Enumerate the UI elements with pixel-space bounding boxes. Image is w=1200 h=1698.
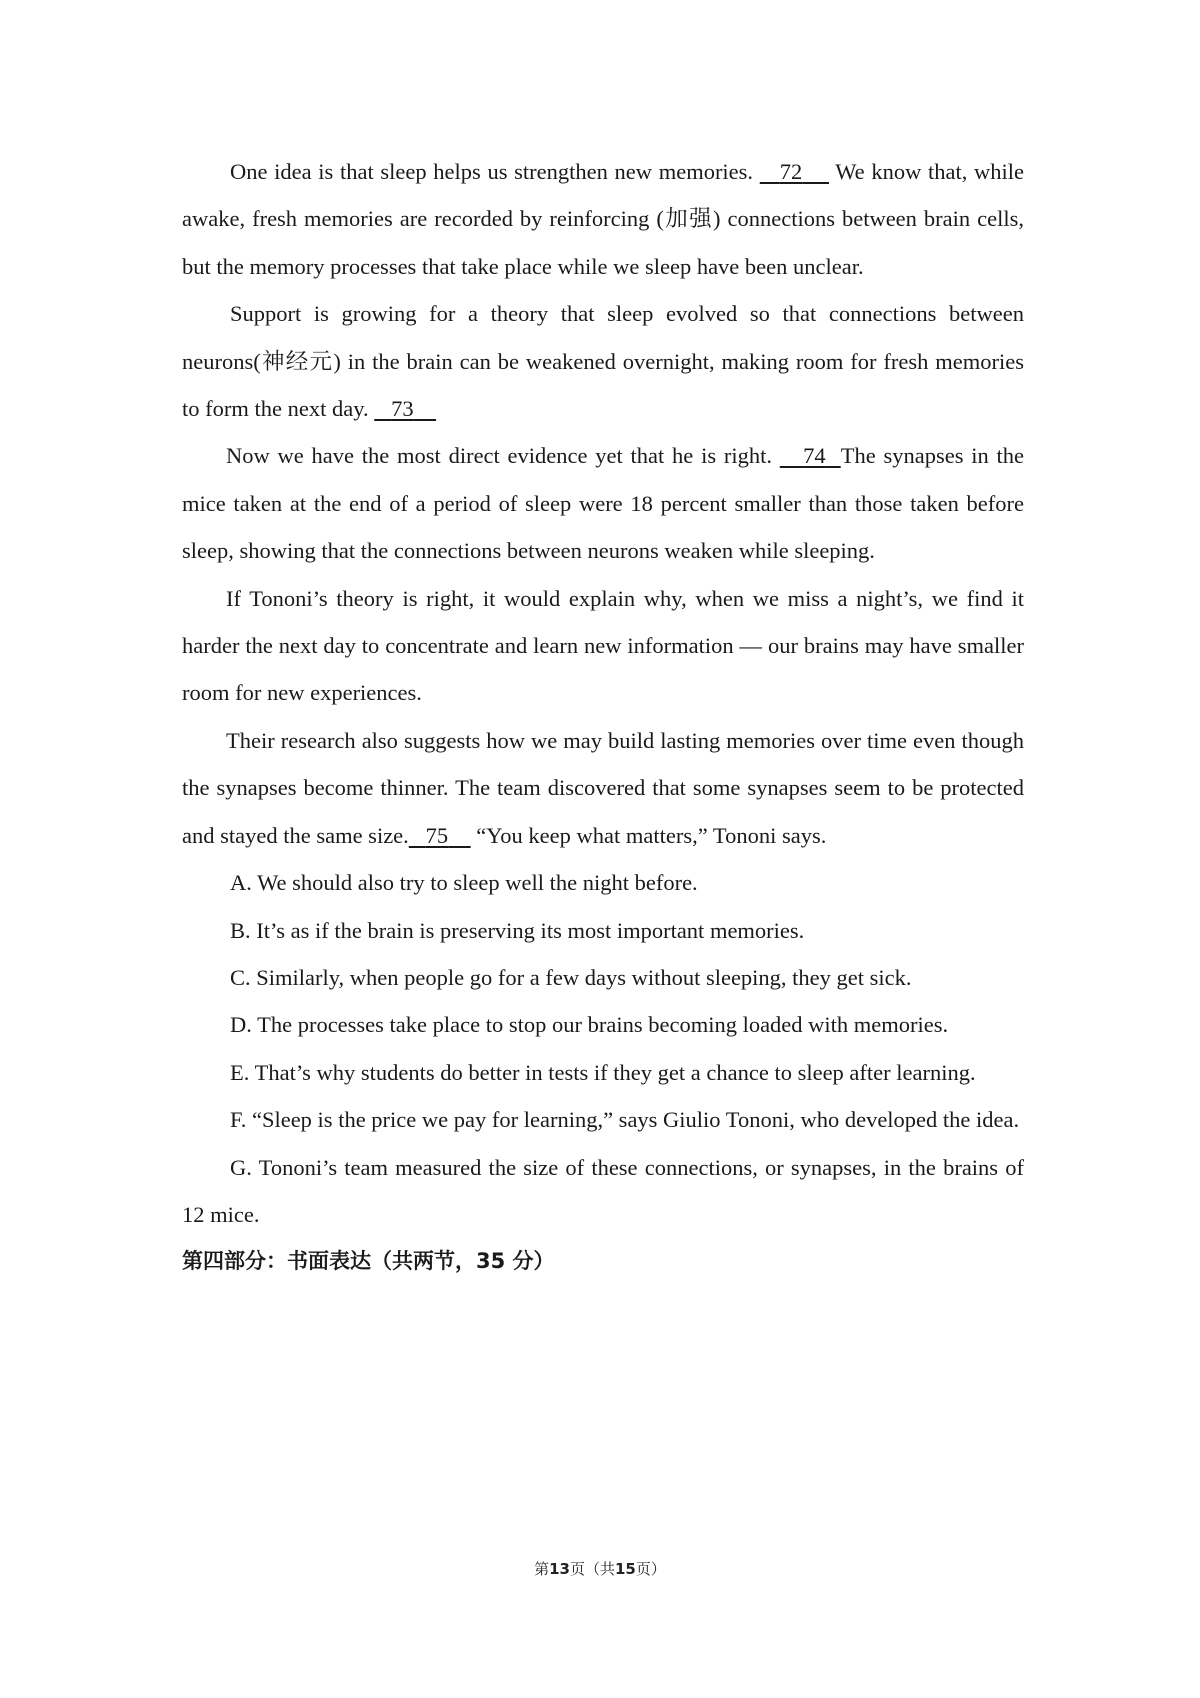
blank-74: 74: [803, 443, 826, 469]
answer-options: [182, 859, 1024, 1238]
passage-paragraph-3: [182, 432, 1024, 574]
document-page: [182, 148, 1024, 1286]
page-footer: [0, 1558, 1200, 1579]
footer-suffix: 页）: [635, 1560, 666, 1578]
option-c: C. Similarly, when people go for a few days without sleeping, they get sick.: [230, 964, 912, 990]
footer-page-number: 13: [549, 1560, 570, 1578]
paragraph-text: “You keep what matters,” Tononi says.: [470, 822, 827, 848]
option-e: E. That’s why students do better in tests if they get a chance to sleep after learning.: [230, 1059, 976, 1085]
paragraph-text: Support is growing for a theory that sleep evolved so that connections between neurons(神经元) in the brain can be weakened overnight, making room for fresh memories to form the next day.: [182, 301, 1024, 422]
blank-72: 72: [779, 159, 803, 184]
section-heading: 第四部分：书面表达（共两节，35 分）: [182, 1249, 555, 1274]
paragraph-text: We know that, while awake, fresh memories are recorded by reinforcing (加强) connections between brain cells, but the memory processes that take place while we sleep have been unclear.: [182, 159, 1025, 279]
paragraph-text: Their research also suggests how we may build lasting memories over time even though the synapses become thinner. The team discovered that some synapses seem to be protected and stayed the same size.: [182, 727, 1024, 848]
blank-75: 75: [425, 822, 449, 848]
footer-total-pages: 15: [615, 1560, 636, 1578]
footer-prefix: 第: [534, 1560, 550, 1578]
paragraph-text: Now we have the most direct evidence yet that he is right.: [226, 443, 780, 469]
option-d: D. The processes take place to stop our brains becoming loaded with memories.: [230, 1012, 949, 1038]
passage-paragraph-4: [182, 575, 1024, 717]
blank-73: 73: [391, 396, 414, 422]
paragraph-text: One idea is that sleep helps us strengthen new memories.: [230, 159, 760, 184]
passage-paragraph-1: [182, 148, 1024, 290]
paragraph-text: The synapses in the mice taken at the end of a period of sleep were 18 percent smaller than those taken before sleep, showing that the connections between neurons weaken while sleeping.: [182, 443, 1024, 564]
option-g: G. Tononi’s team measured the size of these connections, or synapses, in the brains of 12 mice.: [182, 1154, 1024, 1227]
option-b: B. It’s as if the brain is preserving its most important memories.: [230, 917, 805, 943]
option-f: F. “Sleep is the price we pay for learning,” says Giulio Tononi, who developed the idea.: [230, 1107, 1020, 1133]
passage-paragraph-5: [182, 717, 1024, 859]
option-a: A. We should also try to sleep well the night before.: [230, 870, 698, 896]
footer-middle: 页（共: [569, 1560, 615, 1578]
passage-paragraph-2: [182, 290, 1024, 432]
paragraph-text: If Tononi’s theory is right, it would explain why, when we miss a night’s, we find it harder the next day to concentrate and learn new information — our brains may have smaller room for new experiences.: [182, 585, 1024, 706]
